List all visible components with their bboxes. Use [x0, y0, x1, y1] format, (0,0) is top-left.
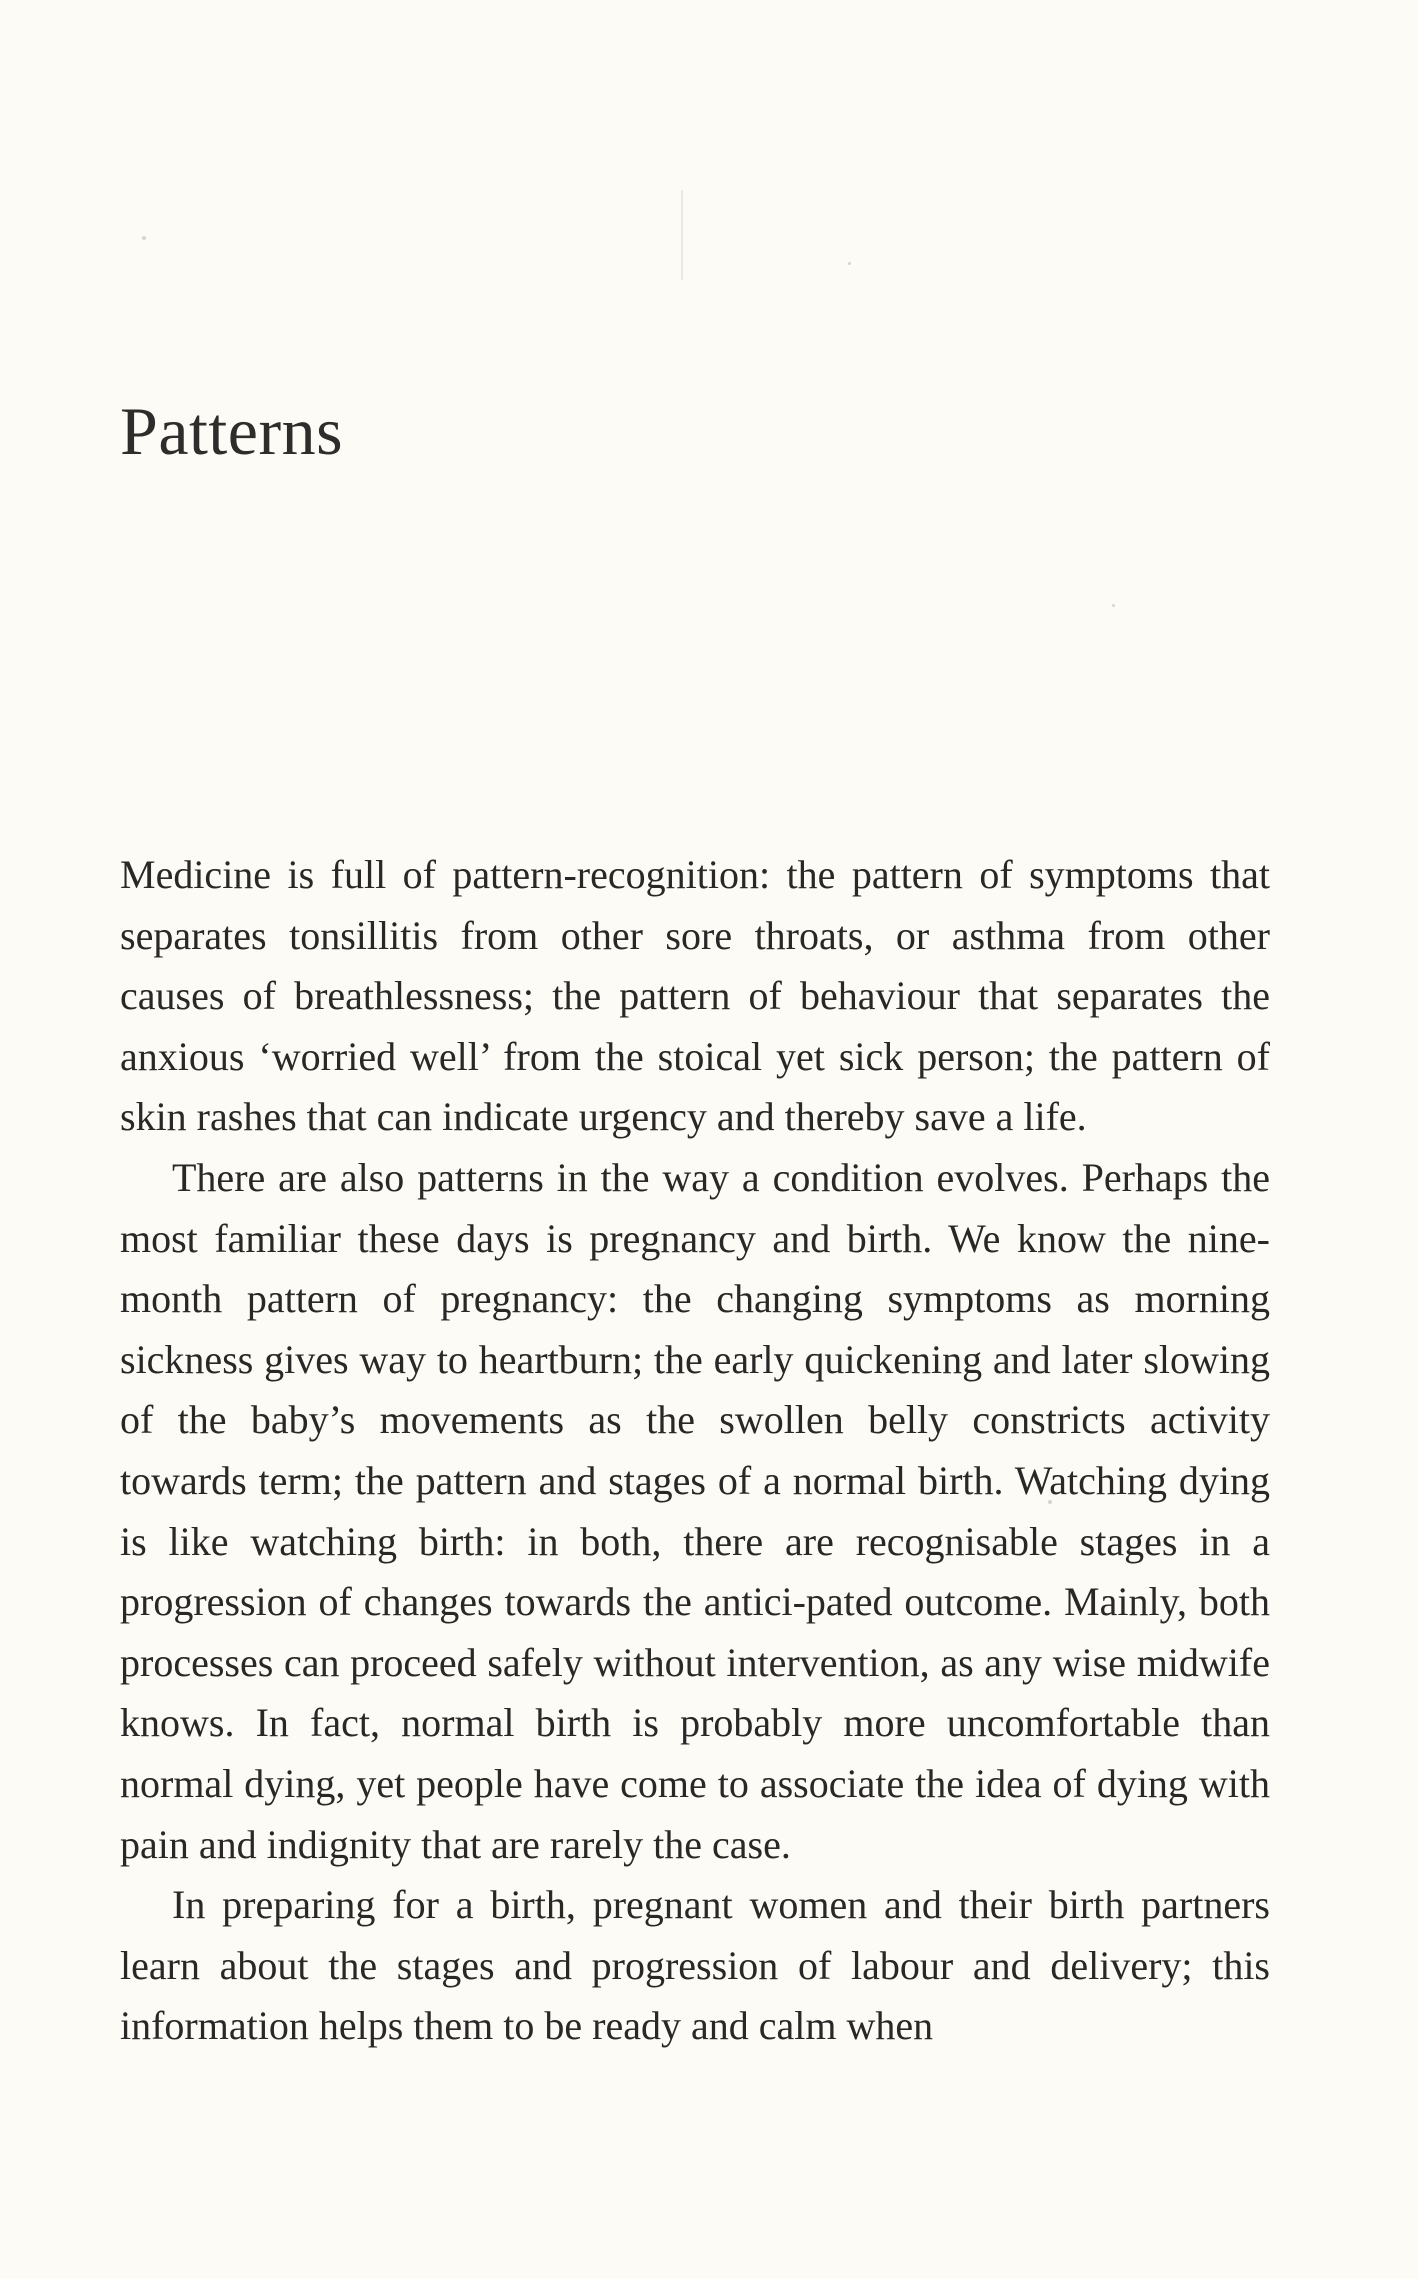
scan-speck: [848, 262, 851, 265]
paragraph: Medicine is full of pattern-recognition: the pattern of symptoms that separates tonsillitis from other sore throats, or asthma from other causes of breathlessness; the pattern of behaviour that separates the anxious ‘worried well’ from the stoical yet sick person; the pattern of skin rashes that can indicate urgency and thereby save a life.: [120, 852, 1270, 1140]
body-text: [120, 845, 1270, 2057]
scan-speck: [1112, 604, 1115, 607]
paragraph: There are also patterns in the way a condition evolves. Perhaps the most familiar these days is pregnancy and birth. We know the nine-month pattern of pregnancy: the changing symptoms as morning sickness gives way to heartburn; the early quickening and later slowing of the baby’s movements as the swollen belly constricts activity towards term; the pattern and stages of a normal birth. Watching dying is like watching birth: in both, there are recognisable stages in a progression of changes towards the antici-pated outcome. Mainly, both processes can proceed safely without intervention, as any wise midwife knows. In fact, normal birth is probably more uncomfortable than normal dying, yet people have come to associate the idea of dying with pain and indignity that are rarely the case.: [120, 1154, 1270, 1867]
chapter-title: Patterns: [120, 393, 344, 469]
scan-artifact: [681, 190, 683, 280]
scan-speck: [142, 236, 146, 240]
paragraph: In preparing for a birth, pregnant women and their birth partners learn about the stages and progression of labour and delivery; this information helps them to be ready and calm when: [120, 1882, 1270, 2049]
